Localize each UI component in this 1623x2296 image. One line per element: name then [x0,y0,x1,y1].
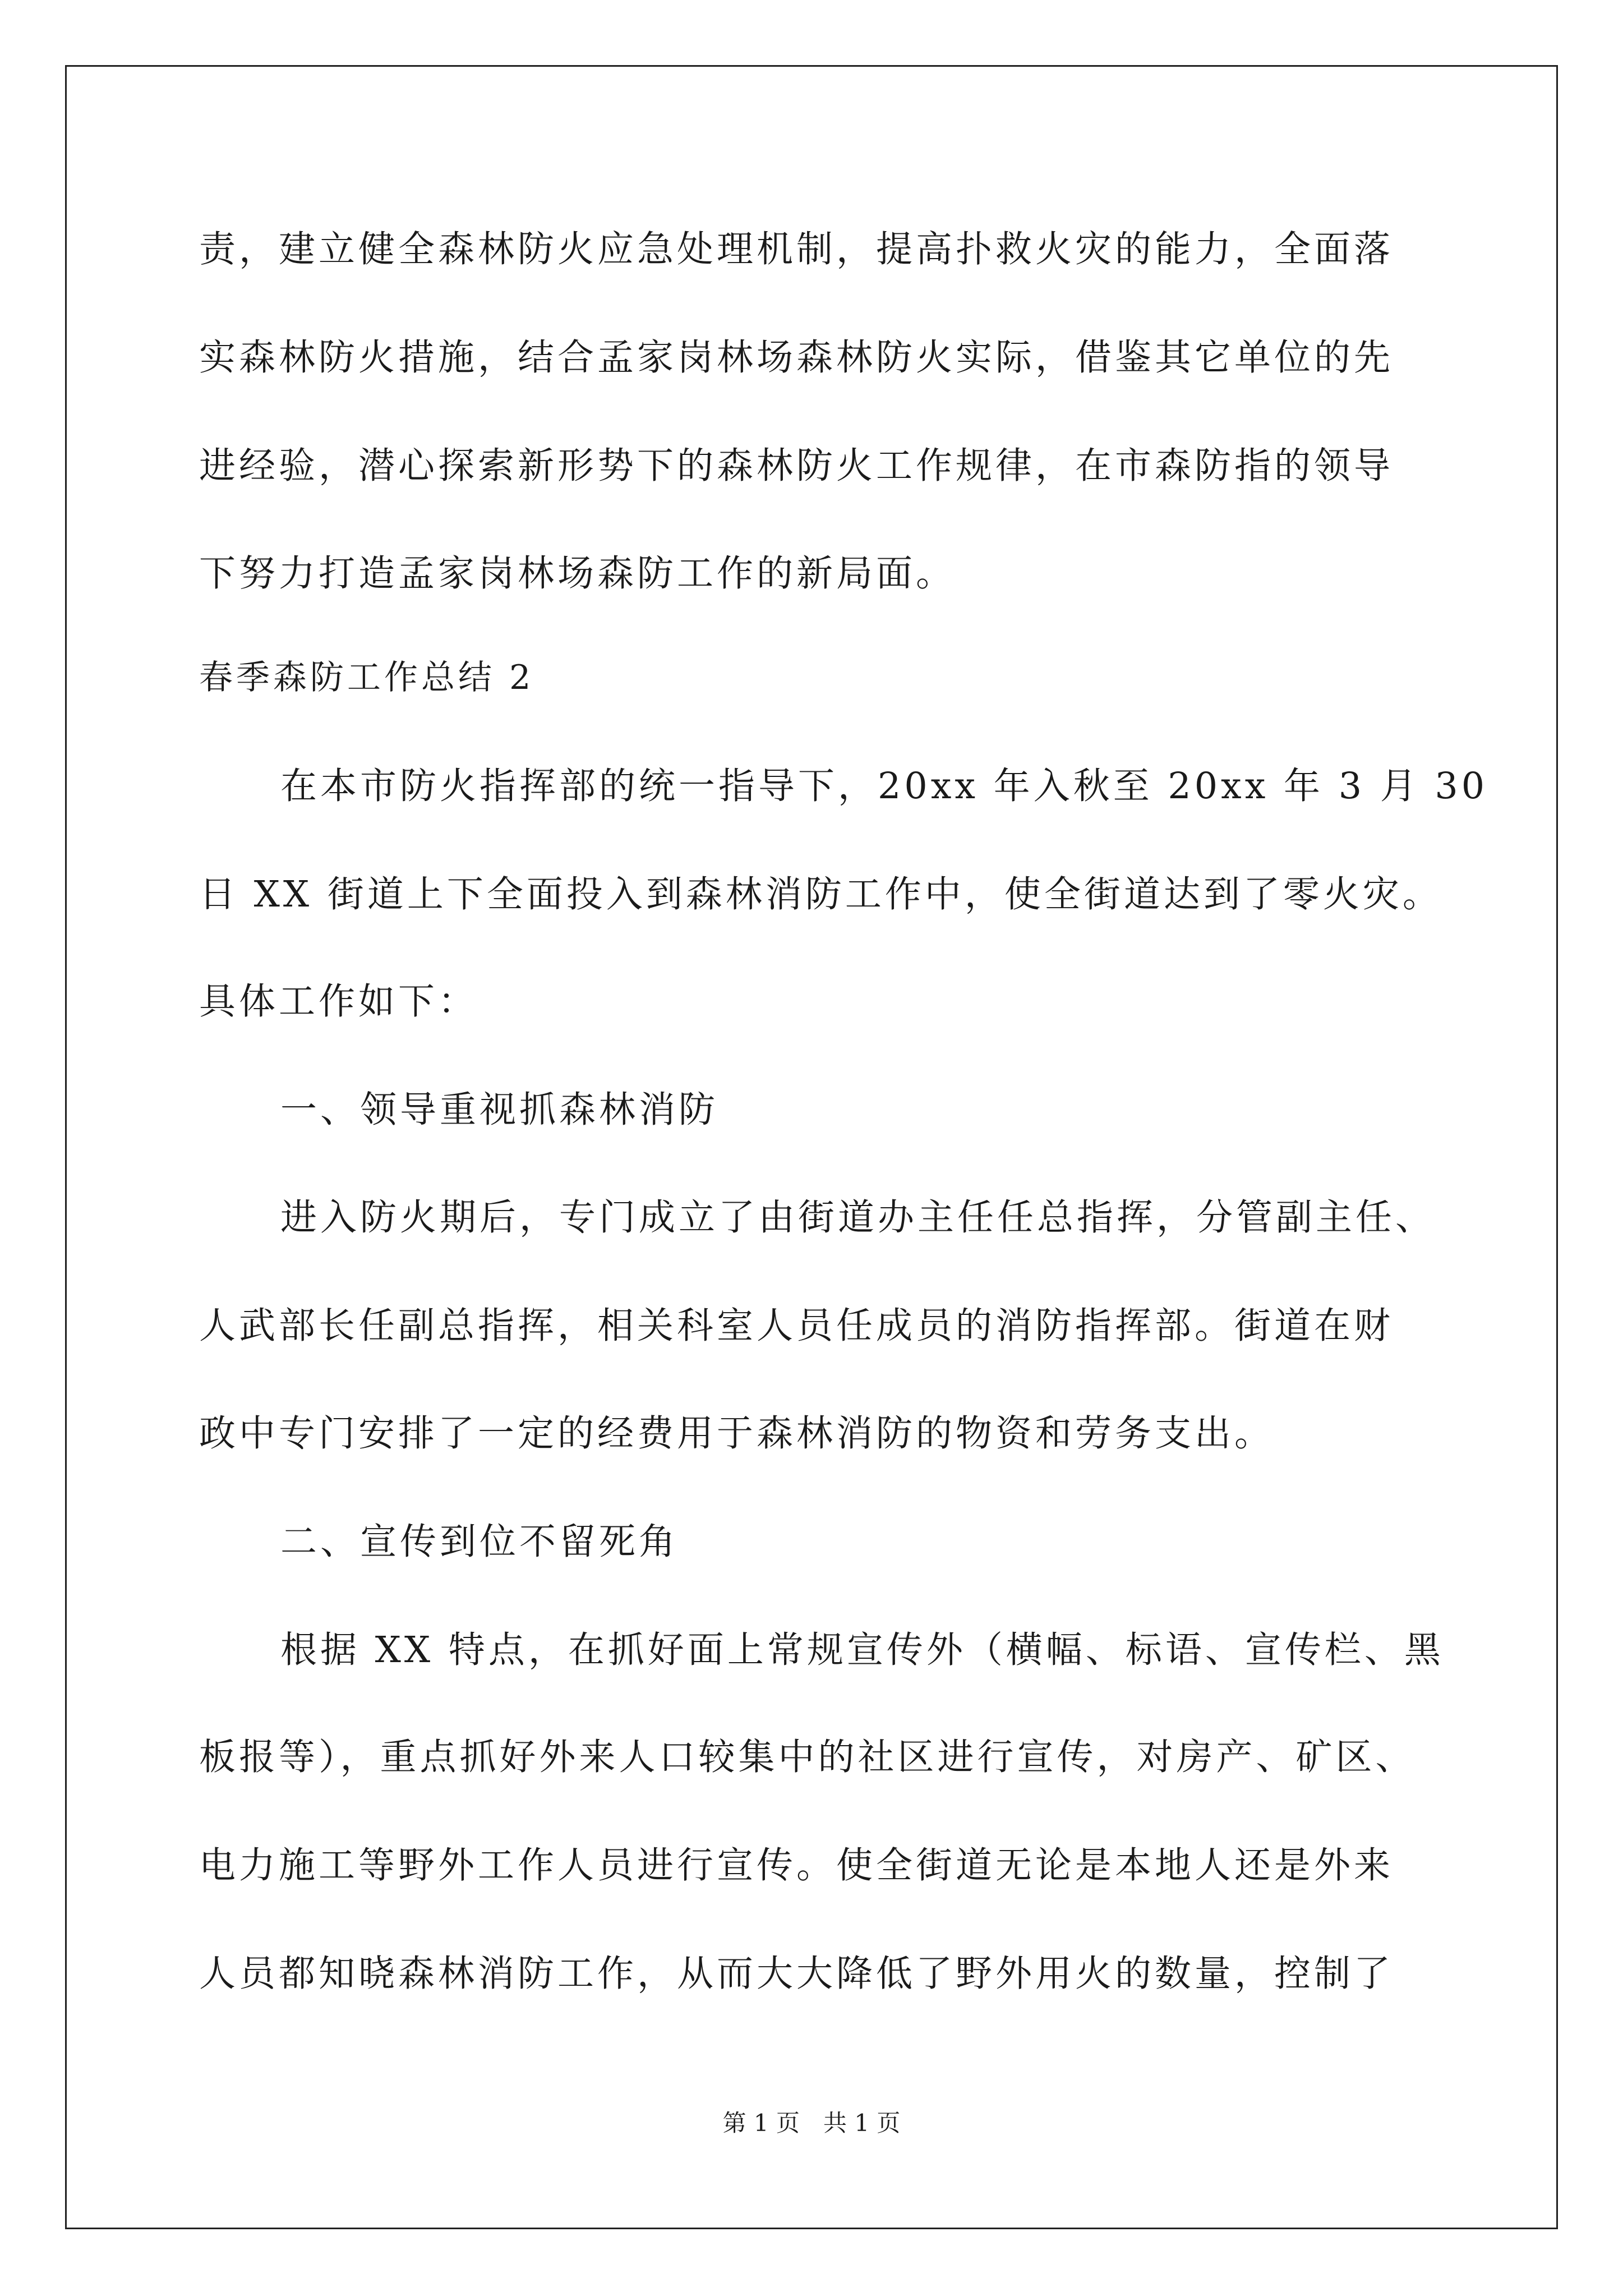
section-title: 春季森防工作总结 2 [199,658,534,697]
body-line: 进经验，潜心探索新形势下的森林防火工作规律，在市森防指的领导 [199,445,1394,487]
body-line: 实森林防火措施，结合孟家岗林场森林防火实际，借鉴其它单位的先 [199,337,1394,379]
body-line: 根据 XX 特点，在抓好面上常规宣传外（横幅、标语、宣传栏、黑 [280,1629,1444,1671]
body-line: 具体工作如下： [199,981,478,1023]
body-line: 在本市防火指挥部的统一指导下，20xx 年入秋至 20xx 年 3 月 30 [280,765,1488,807]
page-number: 第 1 页 共 1 页 [722,2109,901,2137]
body-line: 责，建立健全森林防火应急处理机制，提高扑救火灾的能力，全面落 [199,228,1394,270]
body-line: 日 XX 街道上下全面投入到森林消防工作中，使全街道达到了零火灾。 [199,873,1442,915]
body-line: 人员都知晓森林消防工作，从而大大降低了野外用火的数量，控制了 [199,1953,1394,1995]
body-line: 电力施工等野外工作人员进行宣传。使全街道无论是本地人还是外来 [199,1844,1394,1887]
body-line: 下努力打造孟家岗林场森防工作的新局面。 [199,553,956,595]
page-border [65,65,1558,2229]
body-line: 板报等），重点抓好外来人口较集中的社区进行宣传，对房产、矿区、 [199,1736,1415,1778]
body-line: 政中专门安排了一定的经费用于森林消防的物资和劳务支出。 [199,1412,1275,1455]
body-line: 进入防火期后，专门成立了由街道办主任任总指挥，分管副主任、 [280,1197,1436,1239]
body-line: 人武部长任副总指挥，相关科室人员任成员的消防指挥部。街道在财 [199,1305,1394,1347]
subheading: 二、宣传到位不留死角 [280,1521,679,1563]
subheading: 一、领导重视抓森林消防 [280,1089,719,1131]
